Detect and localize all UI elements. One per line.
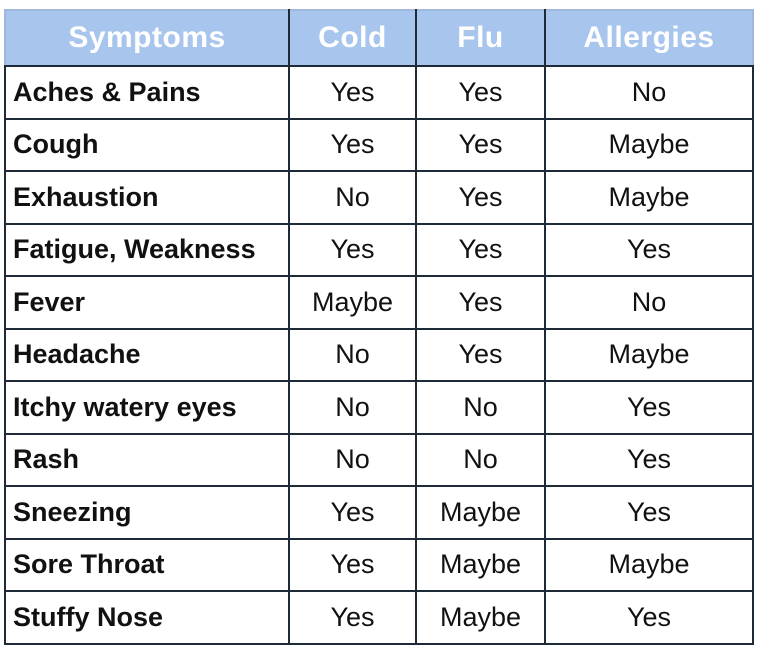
symptom-cell: Itchy watery eyes xyxy=(5,381,289,434)
flu-cell: Maybe xyxy=(416,591,545,644)
allergies-cell: Yes xyxy=(545,591,753,644)
header-allergies: Allergies xyxy=(545,10,753,66)
header-symptoms: Symptoms xyxy=(5,10,289,66)
flu-cell: Yes xyxy=(416,119,545,172)
cold-cell: Maybe xyxy=(289,276,416,329)
cold-cell: Yes xyxy=(289,224,416,277)
cold-cell: No xyxy=(289,381,416,434)
table-row xyxy=(5,171,753,224)
table-row xyxy=(5,329,753,382)
cold-cell: Yes xyxy=(289,119,416,172)
allergies-cell: Yes xyxy=(545,486,753,539)
flu-cell: No xyxy=(416,434,545,487)
table-row xyxy=(5,224,753,277)
allergies-cell: Yes xyxy=(545,381,753,434)
symptom-comparison-table-container xyxy=(4,9,752,641)
allergies-cell: Maybe xyxy=(545,171,753,224)
table-row xyxy=(5,539,753,592)
allergies-cell: Yes xyxy=(545,434,753,487)
table-header xyxy=(5,10,753,66)
symptom-cell: Fever xyxy=(5,276,289,329)
symptom-cell: Exhaustion xyxy=(5,171,289,224)
table-row xyxy=(5,119,753,172)
allergies-cell: Yes xyxy=(545,224,753,277)
allergies-cell: No xyxy=(545,66,753,119)
table-body xyxy=(5,66,753,644)
allergies-cell: Maybe xyxy=(545,119,753,172)
symptom-cell: Sore Throat xyxy=(5,539,289,592)
cold-cell: No xyxy=(289,434,416,487)
flu-cell: Maybe xyxy=(416,539,545,592)
header-flu: Flu xyxy=(416,10,545,66)
flu-cell: Yes xyxy=(416,329,545,382)
symptom-cell: Cough xyxy=(5,119,289,172)
allergies-cell: Maybe xyxy=(545,539,753,592)
allergies-cell: No xyxy=(545,276,753,329)
table-row xyxy=(5,381,753,434)
cold-cell: No xyxy=(289,329,416,382)
allergies-cell: Maybe xyxy=(545,329,753,382)
cold-cell: Yes xyxy=(289,591,416,644)
cold-cell: Yes xyxy=(289,486,416,539)
cold-cell: Yes xyxy=(289,539,416,592)
symptom-cell: Fatigue, Weakness xyxy=(5,224,289,277)
symptom-cell: Sneezing xyxy=(5,486,289,539)
symptom-cell: Aches & Pains xyxy=(5,66,289,119)
table-row xyxy=(5,591,753,644)
flu-cell: Yes xyxy=(416,66,545,119)
symptom-comparison-table xyxy=(4,9,754,645)
table-row xyxy=(5,66,753,119)
cold-cell: Yes xyxy=(289,66,416,119)
flu-cell: No xyxy=(416,381,545,434)
flu-cell: Yes xyxy=(416,171,545,224)
header-cold: Cold xyxy=(289,10,416,66)
header-row xyxy=(5,10,753,66)
cold-cell: No xyxy=(289,171,416,224)
table-row xyxy=(5,434,753,487)
table-row xyxy=(5,486,753,539)
flu-cell: Yes xyxy=(416,224,545,277)
symptom-cell: Rash xyxy=(5,434,289,487)
flu-cell: Yes xyxy=(416,276,545,329)
symptom-cell: Headache xyxy=(5,329,289,382)
flu-cell: Maybe xyxy=(416,486,545,539)
table-row xyxy=(5,276,753,329)
symptom-cell: Stuffy Nose xyxy=(5,591,289,644)
